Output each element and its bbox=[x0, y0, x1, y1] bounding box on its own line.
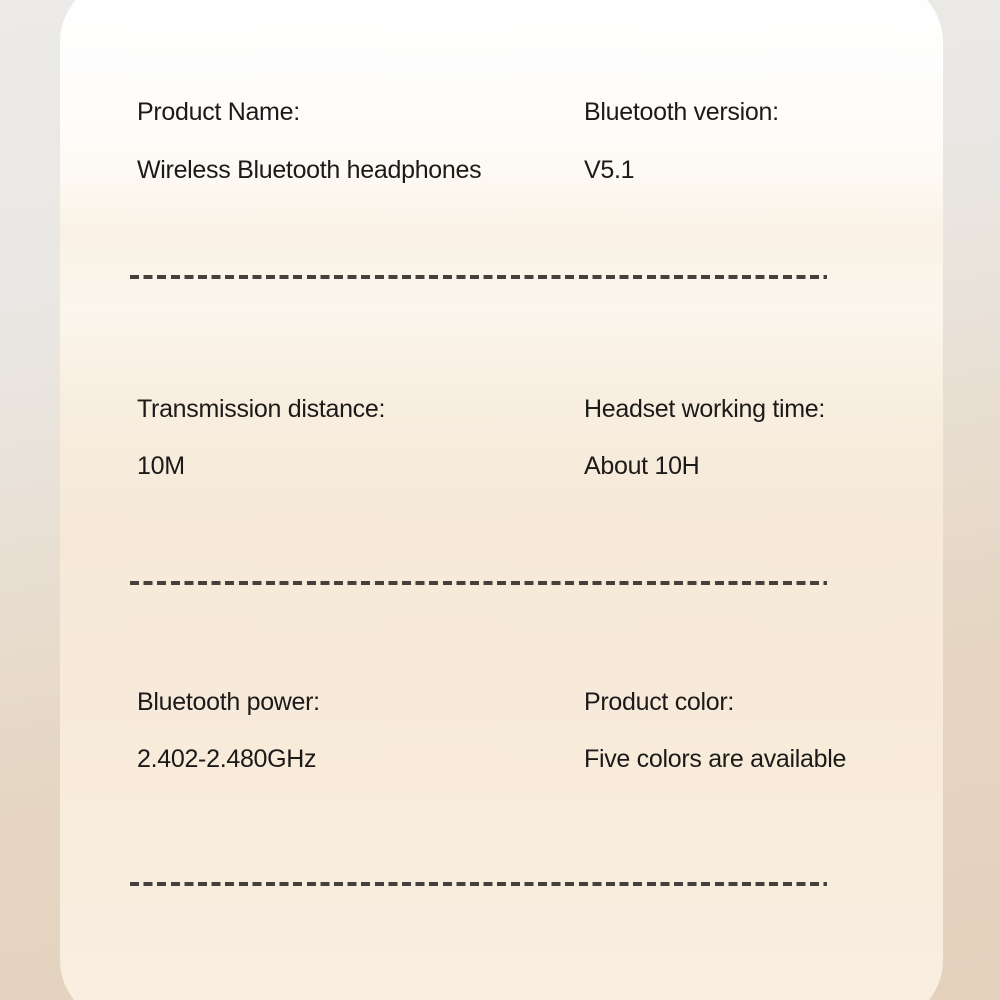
spec-label-bluetooth-power: Bluetooth power: bbox=[137, 688, 320, 716]
spec-value-transmission-distance: 10M bbox=[137, 452, 185, 480]
dashed-divider bbox=[130, 882, 827, 886]
spec-label-product-name: Product Name: bbox=[137, 98, 300, 126]
spec-value-product-name: Wireless Bluetooth headphones bbox=[137, 156, 482, 184]
dashed-divider bbox=[130, 275, 827, 279]
spec-label-working-time: Headset working time: bbox=[584, 395, 826, 423]
dashed-divider bbox=[130, 581, 827, 585]
spec-value-bluetooth-version: V5.1 bbox=[584, 156, 635, 184]
spec-value-product-color: Five colors are available bbox=[584, 745, 847, 773]
spec-label-bluetooth-version: Bluetooth version: bbox=[584, 98, 779, 126]
spec-value-working-time: About 10H bbox=[584, 452, 700, 480]
spec-label-product-color: Product color: bbox=[584, 688, 735, 716]
spec-label-transmission-distance: Transmission distance: bbox=[137, 395, 386, 423]
spec-value-bluetooth-power: 2.402-2.480GHz bbox=[137, 745, 317, 773]
